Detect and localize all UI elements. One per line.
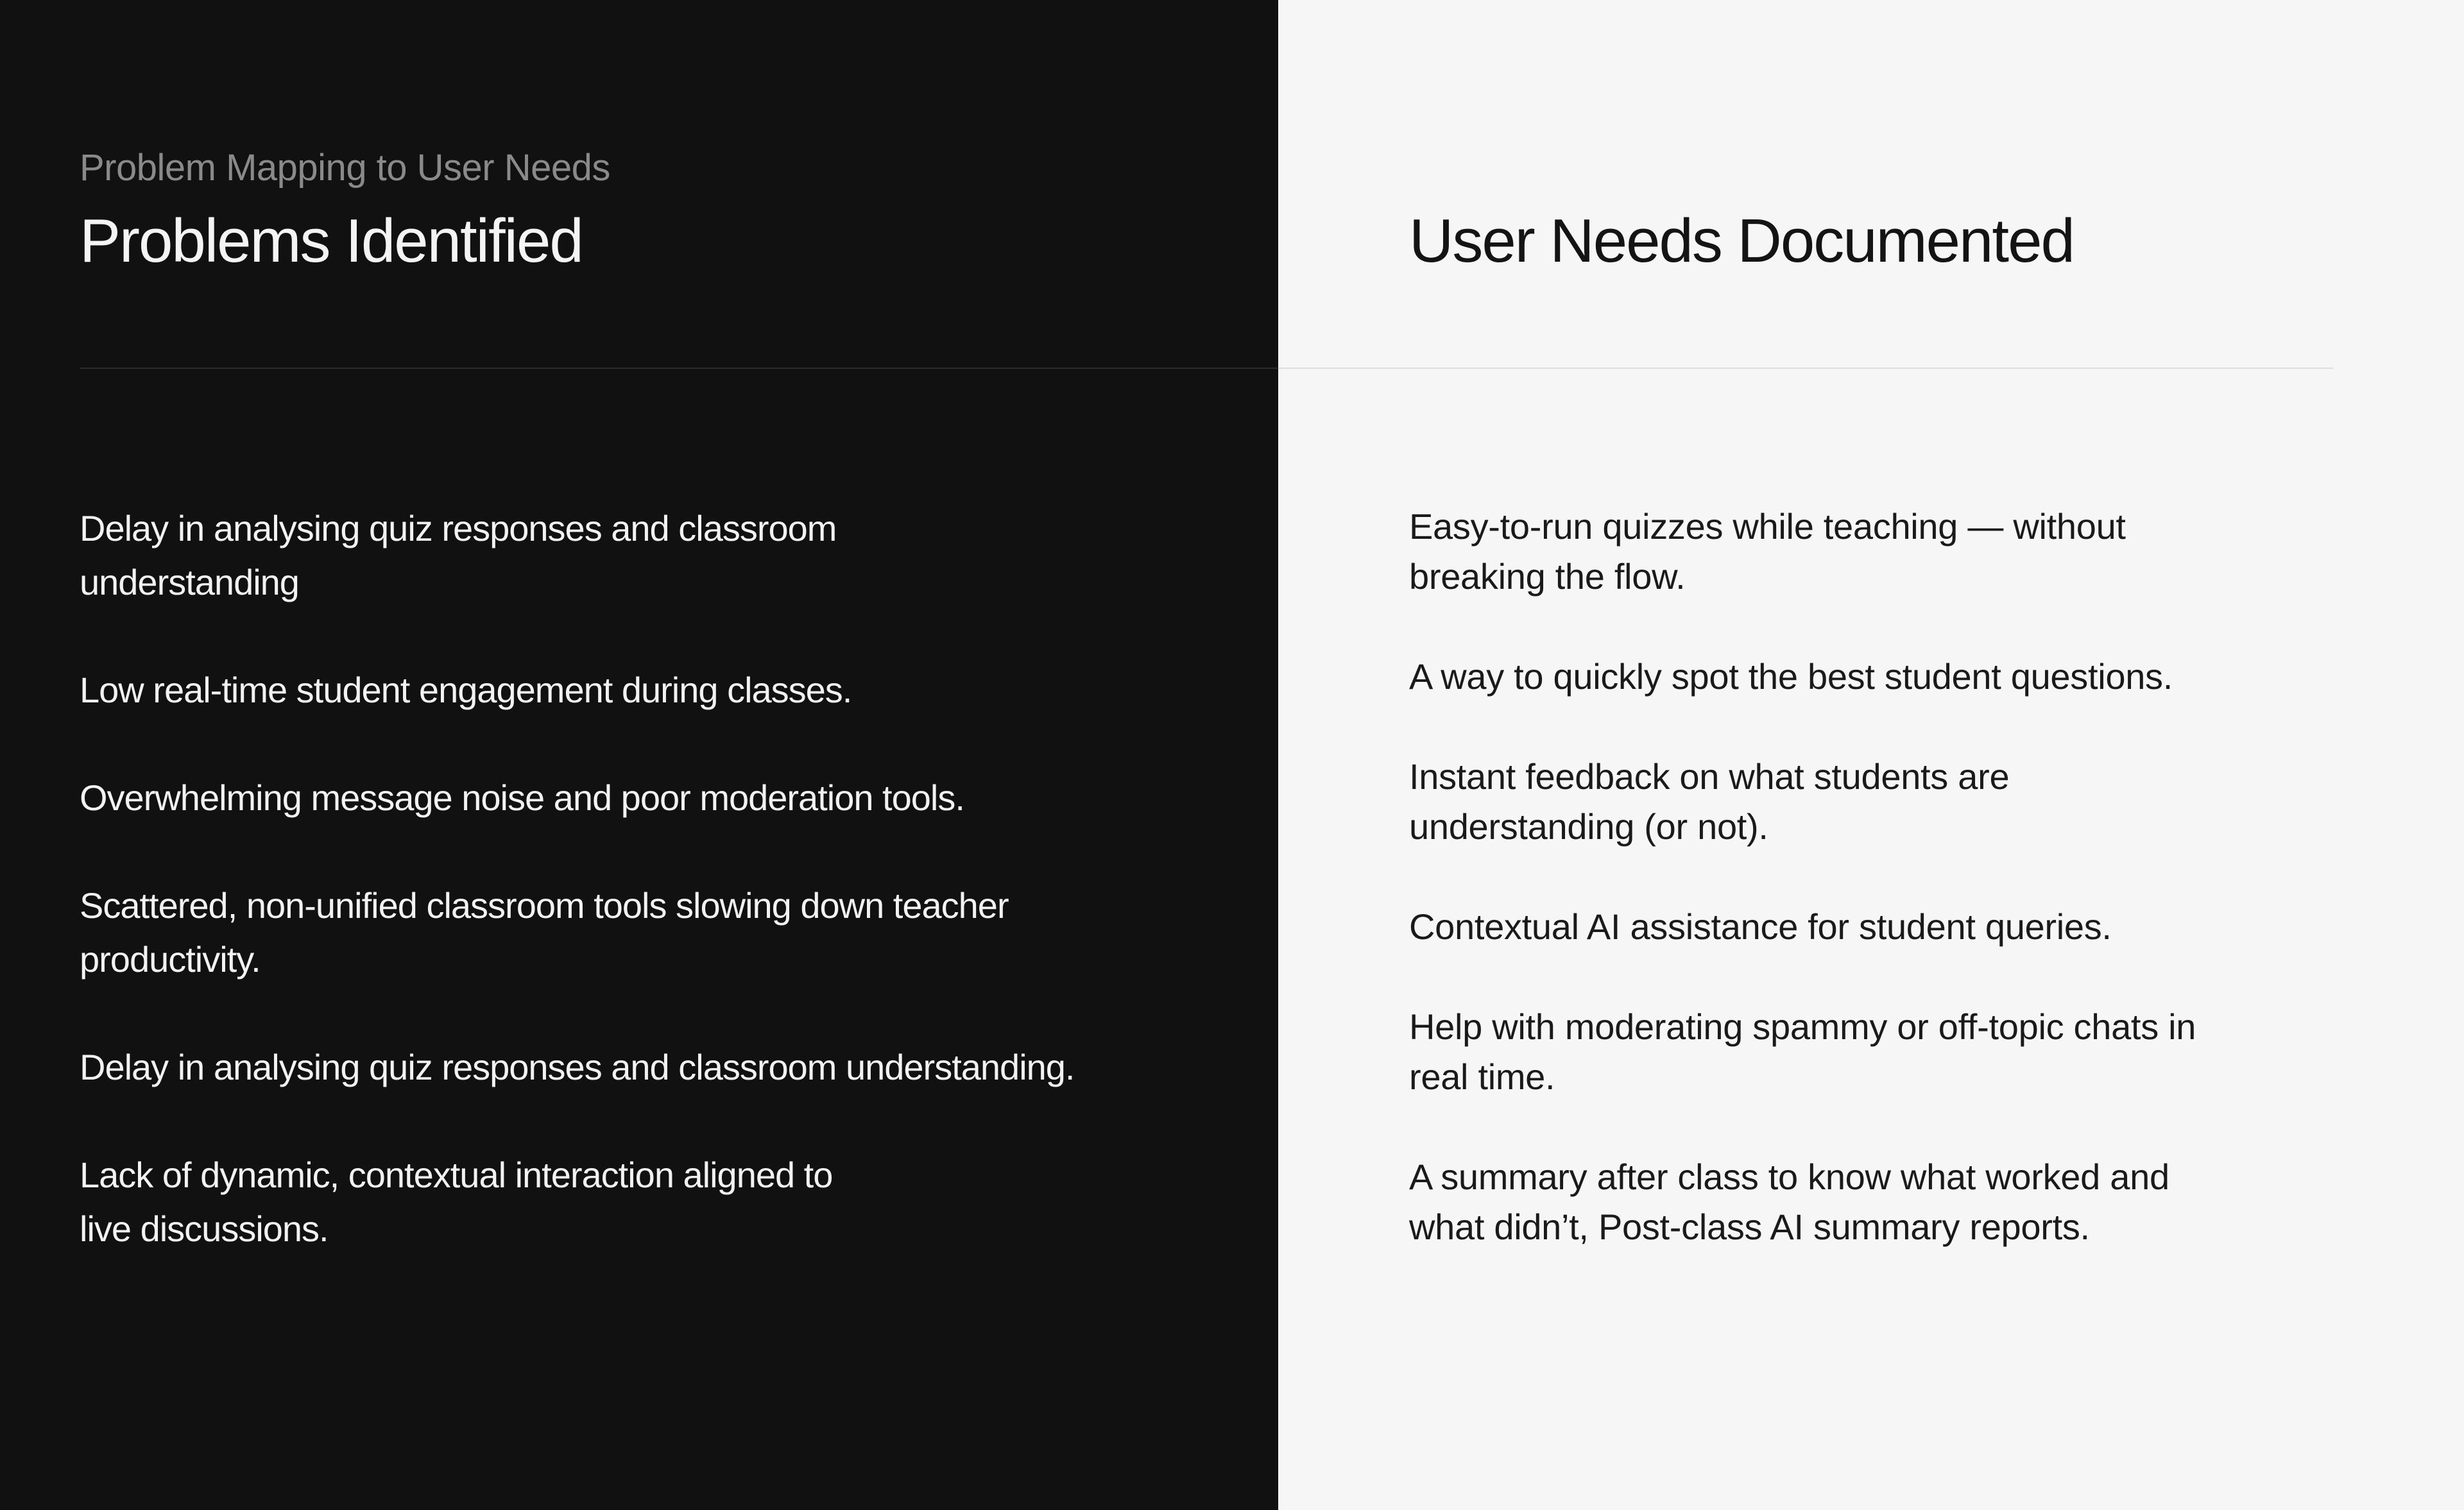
problem-item: Overwhelming message noise and poor moderation tools. <box>80 777 964 818</box>
problem-item: Low real-time student engagement during classes. <box>80 670 852 710</box>
user-needs-list <box>1409 502 2295 1302</box>
problems-title: Problems Identified <box>80 207 583 275</box>
user-need-item: Contextual AI assistance for student queries. <box>1409 906 2112 947</box>
problem-item: Delay in analysing quiz responses and classroom understanding <box>80 508 837 602</box>
user-need-item: Help with moderating spammy or off-topic chats in real time. <box>1409 1006 2196 1097</box>
user-need-item: A summary after class to know what worked and what didn’t, Post-class AI summary reports. <box>1409 1157 2169 1247</box>
user-need-item: Instant feedback on what students are understanding (or not). <box>1409 756 2010 847</box>
problem-item: Scattered, non-unified classroom tools slowing down teacher productivity. <box>80 885 1009 980</box>
user-need-item: Easy-to-run quizzes while teaching — without breaking the flow. <box>1409 506 2126 597</box>
user-needs-title: User Needs Documented <box>1409 207 2074 275</box>
divider-right <box>1278 368 2333 369</box>
section-eyebrow: Problem Mapping to User Needs <box>80 147 610 189</box>
problem-item: Delay in analysing quiz responses and classroom understanding. <box>80 1047 1075 1087</box>
problem-item: Lack of dynamic, contextual interaction aligned to live discussions. <box>80 1155 833 1249</box>
problems-list <box>80 502 1145 1310</box>
user-need-item: A way to quickly spot the best student questions. <box>1409 656 2173 697</box>
divider-left <box>80 368 1278 369</box>
